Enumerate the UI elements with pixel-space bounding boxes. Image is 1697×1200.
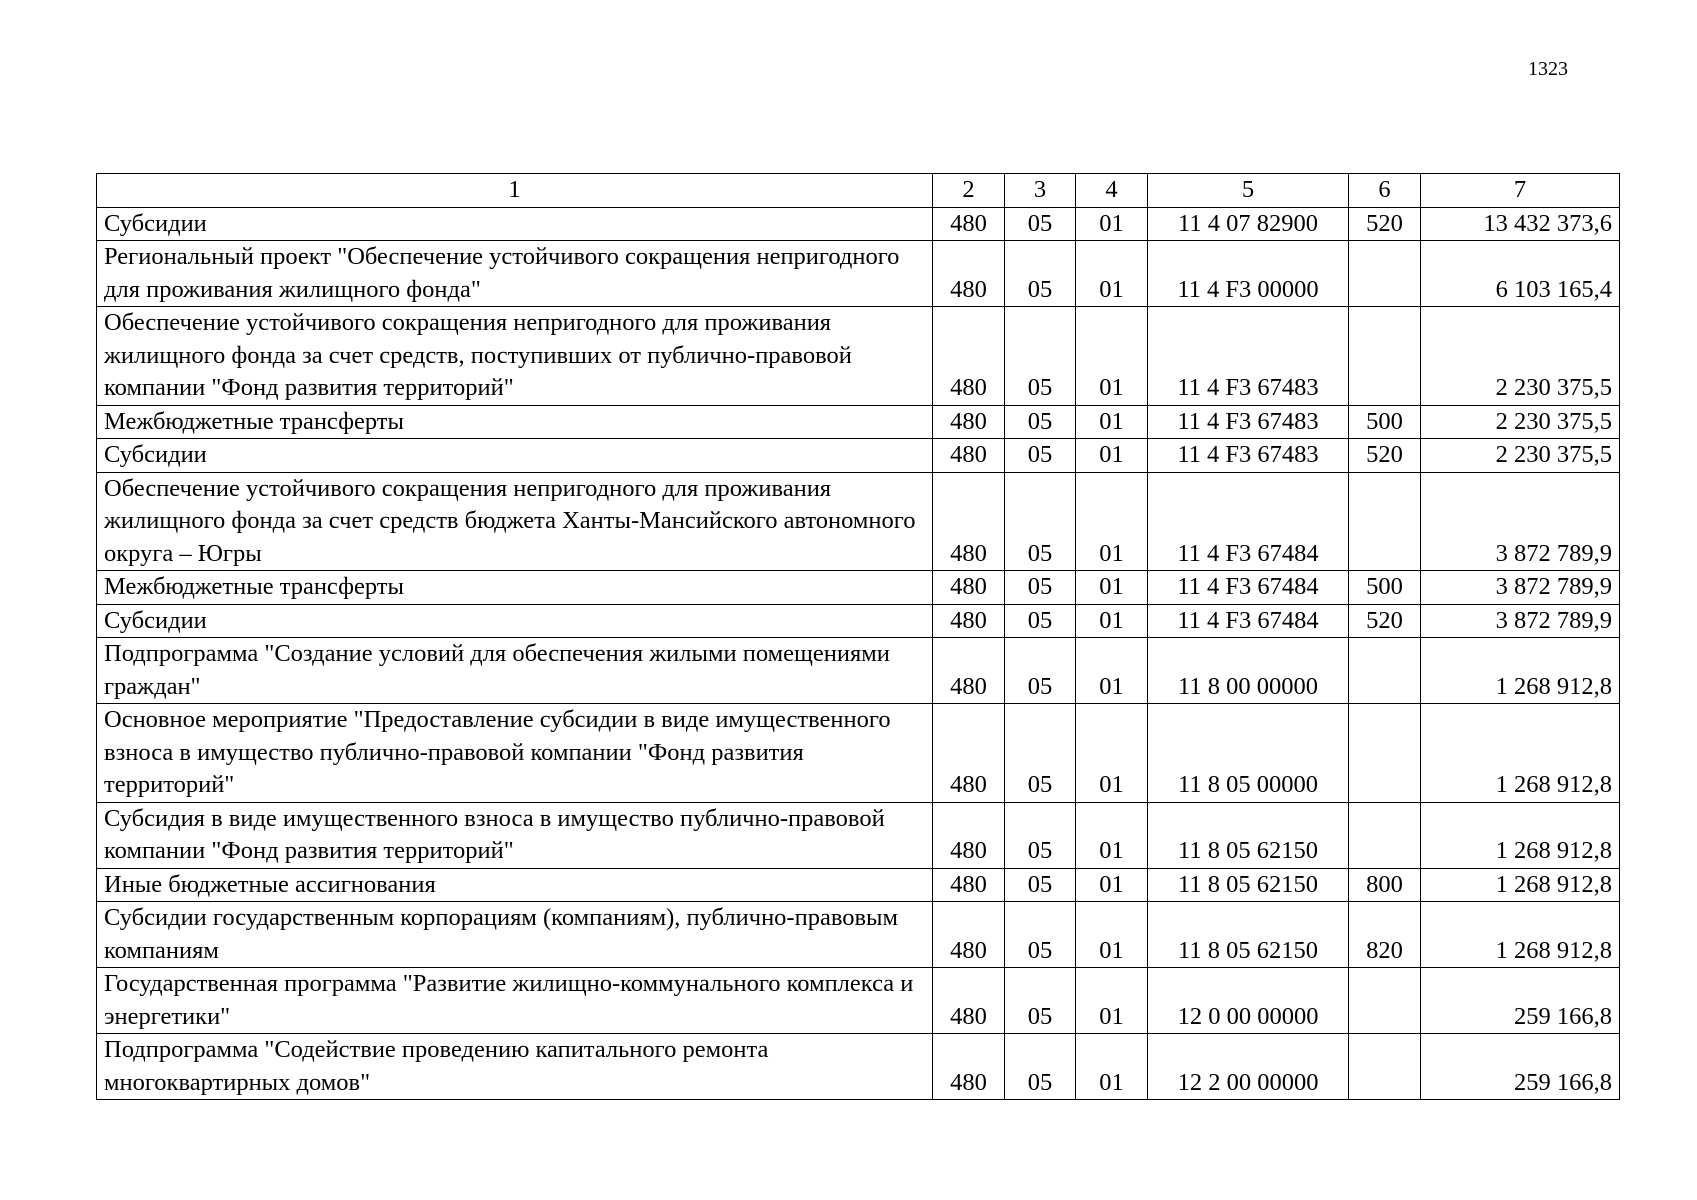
- row-section-cell: 05: [1005, 472, 1076, 571]
- row-ministry-code-cell: 480: [933, 307, 1005, 406]
- row-subsection-cell: 01: [1076, 405, 1148, 439]
- row-amount-cell: 6 103 165,4: [1421, 241, 1620, 307]
- row-name-cell: Подпрограмма "Создание условий для обеспечения жилыми помещениями граждан": [97, 638, 933, 704]
- row-section-cell: 05: [1005, 1034, 1076, 1100]
- row-ministry-code-cell: 480: [933, 241, 1005, 307]
- row-amount-cell: 2 230 375,5: [1421, 307, 1620, 406]
- page-number: 1323: [1528, 58, 1568, 80]
- row-section-cell: 05: [1005, 307, 1076, 406]
- row-expense-type-cell: 800: [1349, 868, 1421, 902]
- row-amount-cell: 3 872 789,9: [1421, 472, 1620, 571]
- table-row: [97, 241, 1620, 307]
- row-expense-type-cell: [1349, 307, 1421, 406]
- row-target-article-cell: 12 2 00 00000: [1148, 1034, 1349, 1100]
- row-ministry-code-cell: 480: [933, 968, 1005, 1034]
- row-section-cell: 05: [1005, 604, 1076, 638]
- row-ministry-code-cell: 480: [933, 868, 1005, 902]
- row-target-article-cell: 11 4 F3 67483: [1148, 439, 1349, 473]
- row-subsection-cell: 01: [1076, 439, 1148, 473]
- row-subsection-cell: 01: [1076, 902, 1148, 968]
- row-expense-type-cell: [1349, 704, 1421, 803]
- row-ministry-code-cell: 480: [933, 472, 1005, 571]
- row-section-cell: 05: [1005, 802, 1076, 868]
- table-row: [97, 604, 1620, 638]
- row-section-cell: 05: [1005, 968, 1076, 1034]
- row-ministry-code-cell: 480: [933, 902, 1005, 968]
- row-subsection-cell: 01: [1076, 241, 1148, 307]
- row-expense-type-cell: [1349, 802, 1421, 868]
- row-target-article-cell: 11 8 05 62150: [1148, 868, 1349, 902]
- row-subsection-cell: 01: [1076, 802, 1148, 868]
- row-subsection-cell: 01: [1076, 868, 1148, 902]
- header-cell: 6: [1349, 174, 1421, 208]
- row-section-cell: 05: [1005, 638, 1076, 704]
- row-expense-type-cell: 520: [1349, 439, 1421, 473]
- row-amount-cell: 1 268 912,8: [1421, 638, 1620, 704]
- row-section-cell: 05: [1005, 902, 1076, 968]
- row-expense-type-cell: 820: [1349, 902, 1421, 968]
- row-target-article-cell: 11 4 F3 67483: [1148, 405, 1349, 439]
- table-row: [97, 704, 1620, 803]
- table-row: [97, 405, 1620, 439]
- row-name-cell: Субсидии государственным корпорациям (компаниям), публично-правовым компаниям: [97, 902, 933, 968]
- row-expense-type-cell: 500: [1349, 571, 1421, 605]
- row-expense-type-cell: 520: [1349, 604, 1421, 638]
- row-amount-cell: 2 230 375,5: [1421, 405, 1620, 439]
- row-target-article-cell: 11 8 05 62150: [1148, 802, 1349, 868]
- row-name-cell: Межбюджетные трансферты: [97, 571, 933, 605]
- row-name-cell: Обеспечение устойчивого сокращения непригодного для проживания жилищного фонда за счет средств, поступивших от публично-правовой компании "Фонд развития территорий": [97, 307, 933, 406]
- row-amount-cell: 259 166,8: [1421, 968, 1620, 1034]
- row-expense-type-cell: [1349, 638, 1421, 704]
- header-cell: 1: [97, 174, 933, 208]
- table-row: [97, 571, 1620, 605]
- row-name-cell: Субсидии: [97, 604, 933, 638]
- row-name-cell: Региональный проект "Обеспечение устойчивого сокращения непригодного для проживания жилищного фонда": [97, 241, 933, 307]
- row-target-article-cell: 11 4 F3 67484: [1148, 472, 1349, 571]
- row-target-article-cell: 11 4 F3 67484: [1148, 604, 1349, 638]
- row-ministry-code-cell: 480: [933, 704, 1005, 803]
- row-target-article-cell: 11 4 F3 00000: [1148, 241, 1349, 307]
- table-row: [97, 902, 1620, 968]
- row-amount-cell: 1 268 912,8: [1421, 802, 1620, 868]
- row-name-cell: Субсидия в виде имущественного взноса в имущество публично-правовой компании "Фонд развития территорий": [97, 802, 933, 868]
- row-subsection-cell: 01: [1076, 968, 1148, 1034]
- row-amount-cell: 1 268 912,8: [1421, 868, 1620, 902]
- row-subsection-cell: 01: [1076, 704, 1148, 803]
- row-ministry-code-cell: 480: [933, 638, 1005, 704]
- row-name-cell: Иные бюджетные ассигнования: [97, 868, 933, 902]
- table-row: [97, 802, 1620, 868]
- row-subsection-cell: 01: [1076, 571, 1148, 605]
- header-cell: 5: [1148, 174, 1349, 208]
- row-target-article-cell: 11 4 F3 67483: [1148, 307, 1349, 406]
- row-target-article-cell: 11 4 F3 67484: [1148, 571, 1349, 605]
- row-expense-type-cell: [1349, 1034, 1421, 1100]
- row-subsection-cell: 01: [1076, 638, 1148, 704]
- table-row: [97, 968, 1620, 1034]
- row-name-cell: Субсидии: [97, 439, 933, 473]
- header-cell: 3: [1005, 174, 1076, 208]
- row-name-cell: Обеспечение устойчивого сокращения непригодного для проживания жилищного фонда за счет средств бюджета Ханты-Мансийского автономного округа – Югры: [97, 472, 933, 571]
- row-expense-type-cell: [1349, 968, 1421, 1034]
- row-subsection-cell: 01: [1076, 604, 1148, 638]
- row-target-article-cell: 11 8 00 00000: [1148, 638, 1349, 704]
- header-cell: 2: [933, 174, 1005, 208]
- row-section-cell: 05: [1005, 571, 1076, 605]
- table-row: [97, 1034, 1620, 1100]
- row-section-cell: 05: [1005, 868, 1076, 902]
- row-name-cell: Межбюджетные трансферты: [97, 405, 933, 439]
- row-ministry-code-cell: 480: [933, 1034, 1005, 1100]
- row-target-article-cell: 11 8 05 00000: [1148, 704, 1349, 803]
- table-row: [97, 868, 1620, 902]
- row-name-cell: Субсидии: [97, 207, 933, 241]
- header-cell: 4: [1076, 174, 1148, 208]
- row-name-cell: Подпрограмма "Содействие проведению капитального ремонта многоквартирных домов": [97, 1034, 933, 1100]
- row-expense-type-cell: 520: [1349, 207, 1421, 241]
- row-section-cell: 05: [1005, 207, 1076, 241]
- table-row: [97, 207, 1620, 241]
- row-section-cell: 05: [1005, 439, 1076, 473]
- row-subsection-cell: 01: [1076, 1034, 1148, 1100]
- table-row: [97, 638, 1620, 704]
- row-amount-cell: 2 230 375,5: [1421, 439, 1620, 473]
- row-name-cell: Основное мероприятие "Предоставление субсидии в виде имущественного взноса в имущество публично-правовой компании "Фонд развития территорий": [97, 704, 933, 803]
- row-target-article-cell: 11 4 07 82900: [1148, 207, 1349, 241]
- row-expense-type-cell: 500: [1349, 405, 1421, 439]
- row-ministry-code-cell: 480: [933, 802, 1005, 868]
- row-ministry-code-cell: 480: [933, 604, 1005, 638]
- table-row: [97, 307, 1620, 406]
- row-ministry-code-cell: 480: [933, 207, 1005, 241]
- row-ministry-code-cell: 480: [933, 405, 1005, 439]
- row-amount-cell: 3 872 789,9: [1421, 604, 1620, 638]
- row-expense-type-cell: [1349, 241, 1421, 307]
- table-row: [97, 472, 1620, 571]
- row-subsection-cell: 01: [1076, 472, 1148, 571]
- row-subsection-cell: 01: [1076, 307, 1148, 406]
- row-amount-cell: 1 268 912,8: [1421, 902, 1620, 968]
- row-section-cell: 05: [1005, 241, 1076, 307]
- table-row: [97, 439, 1620, 473]
- row-ministry-code-cell: 480: [933, 439, 1005, 473]
- row-ministry-code-cell: 480: [933, 571, 1005, 605]
- header-cell: 7: [1421, 174, 1620, 208]
- budget-table: [96, 173, 1620, 1100]
- row-section-cell: 05: [1005, 405, 1076, 439]
- row-subsection-cell: 01: [1076, 207, 1148, 241]
- row-amount-cell: 13 432 373,6: [1421, 207, 1620, 241]
- header-row: [97, 174, 1620, 208]
- row-amount-cell: 1 268 912,8: [1421, 704, 1620, 803]
- row-target-article-cell: 12 0 00 00000: [1148, 968, 1349, 1034]
- row-amount-cell: 3 872 789,9: [1421, 571, 1620, 605]
- row-target-article-cell: 11 8 05 62150: [1148, 902, 1349, 968]
- row-section-cell: 05: [1005, 704, 1076, 803]
- row-name-cell: Государственная программа "Развитие жилищно-коммунального комплекса и энергетики": [97, 968, 933, 1034]
- row-amount-cell: 259 166,8: [1421, 1034, 1620, 1100]
- row-expense-type-cell: [1349, 472, 1421, 571]
